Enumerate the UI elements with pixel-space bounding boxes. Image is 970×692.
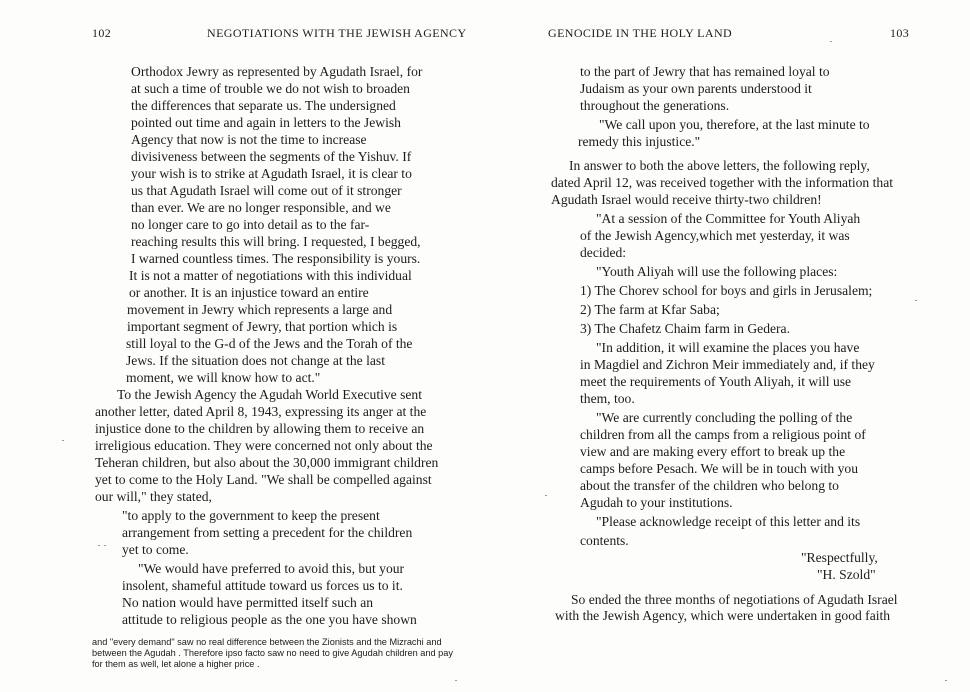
text-line: To the Jewish Agency the Agudah World Executive sent bbox=[117, 387, 423, 402]
text-line: attitude to religious people as the one you have shown bbox=[122, 612, 417, 627]
text-line: at such a time of trouble we do not wish to broaden bbox=[131, 81, 410, 96]
text-line: view and are making every effort to break up the bbox=[580, 444, 846, 459]
text-line: dated April 12, was received together with the information that bbox=[551, 175, 894, 190]
text-line: insolent, shameful attitude toward us forces us to it. bbox=[122, 578, 403, 593]
text-line: yet to come. bbox=[122, 542, 189, 557]
footnote-line: and "every demand" saw no real difference between the Zionists and the Mizrachi and bbox=[92, 637, 442, 647]
text-line: pointed out time and again in letters to the Jewish bbox=[131, 115, 401, 130]
text-line: Agudath Israel would receive thirty-two children! bbox=[551, 192, 822, 207]
text-line: "In addition, it will examine the places you have bbox=[596, 340, 860, 355]
text-line: No nation would have permitted itself such an bbox=[122, 595, 374, 610]
text-line: "We call upon you, therefore, at the last minute to bbox=[599, 117, 870, 132]
text-line: moment, we will know how to act." bbox=[126, 370, 321, 385]
text-line: "We are currently concluding the polling of the bbox=[596, 410, 853, 425]
running-head: GENOCIDE IN THE HOLY LAND bbox=[548, 26, 733, 40]
text-line: Teheran children, but also about the 30,000 immigrant children bbox=[95, 455, 439, 470]
running-head: NEGOTIATIONS WITH THE JEWISH AGENCY bbox=[207, 26, 467, 40]
text-line: So ended the three months of negotiations of Agudath Israel bbox=[571, 592, 898, 607]
text-line: Judaism as your own parents understood it bbox=[580, 81, 812, 96]
text-line: It is not a matter of negotiations with this individual bbox=[129, 268, 412, 283]
footnote-line: between the Agudah . Therefore ipso facto saw no need to give Agudah children and pay bbox=[92, 648, 453, 658]
text-line: injustice done to the children by allowing them to receive an bbox=[95, 421, 425, 436]
text-line: 2) The farm at Kfar Saba; bbox=[580, 302, 720, 317]
text-line: irreligious education. They were concerned not only about the bbox=[95, 438, 433, 453]
text-line: movement in Jewry which represents a large and bbox=[127, 302, 393, 317]
text-line: meet the requirements of Youth Aliyah, it will use bbox=[580, 374, 852, 389]
text-line: important segment of Jewry, that portion which is bbox=[127, 319, 398, 334]
text-line: divisiveness between the segments of the Yishuv. If bbox=[131, 149, 412, 164]
text-line: still loyal to the G-d of the Jews and the Torah of the bbox=[126, 336, 413, 351]
page-number: 103 bbox=[890, 26, 910, 40]
text-line: contents. bbox=[580, 533, 629, 548]
text-line: your wish is to strike at Agudath Israel, it is clear to bbox=[131, 166, 412, 181]
text-line: with the Jewish Agency, which were undertaken in good faith bbox=[555, 608, 891, 623]
text-line: Jews. If the situation does not change at the last bbox=[126, 353, 385, 368]
text-line: remedy this injustice." bbox=[578, 134, 701, 149]
text-line: another letter, dated April 8, 1943, expressing its anger at the bbox=[95, 404, 427, 419]
text-line: "Please acknowledge receipt of this letter and its bbox=[596, 514, 861, 529]
text-line: in Magdiel and Zichron Meir immediately and, if they bbox=[580, 357, 875, 372]
text-line: or another. It is an injustice toward an entire bbox=[129, 285, 369, 300]
text-line: camps before Pesach. We will be in touch with you bbox=[580, 461, 859, 476]
page-number: 102 bbox=[92, 26, 112, 40]
text-line: 3) The Chafetz Chaim farm in Gedera. bbox=[580, 321, 790, 336]
text-line: Agency that now is not the time to increase bbox=[131, 132, 367, 147]
text-line: us that Agudath Israel will come out of it stronger bbox=[131, 183, 402, 198]
text-line: "We would have preferred to avoid this, but your bbox=[138, 561, 405, 576]
text-line: our will," they stated, bbox=[95, 489, 212, 504]
text-line: arrangement from setting a precedent for the children bbox=[122, 525, 413, 540]
right-page bbox=[485, 0, 970, 692]
text-line: than ever. We are no longer responsible, and we bbox=[131, 200, 391, 215]
text-line: "At a session of the Committee for Youth Aliyah bbox=[596, 211, 861, 226]
text-line: throughout the generations. bbox=[580, 98, 730, 113]
text-line: Agudah to your institutions. bbox=[580, 495, 733, 510]
text-line: 1) The Chorev school for boys and girls in Jerusalem; bbox=[580, 283, 873, 298]
text-line: them, too. bbox=[580, 391, 635, 406]
text-line: yet to come to the Holy Land. "We shall be compelled against bbox=[95, 472, 432, 487]
text-line: of the Jewish Agency,which met yesterday, it was bbox=[580, 228, 850, 243]
text-line: Orthodox Jewry as represented by Agudath Israel, for bbox=[131, 64, 423, 79]
footnote-line: for them as well, let alone a higher price . bbox=[92, 659, 260, 669]
text-line: to the part of Jewry that has remained loyal to bbox=[580, 64, 830, 79]
text-line: "Respectfully, bbox=[801, 550, 878, 565]
text-line: children from all the camps from a religious point of bbox=[580, 427, 866, 442]
text-line: "Youth Aliyah will use the following places: bbox=[596, 264, 838, 279]
text-line: no longer care to go into detail as to the far- bbox=[131, 217, 370, 232]
text-line: In answer to both the above letters, the following reply, bbox=[569, 158, 870, 173]
text-line: the differences that separate us. The undersigned bbox=[131, 98, 396, 113]
text-line: "to apply to the government to keep the present bbox=[122, 508, 380, 523]
text-line: about the transfer of the children who belong to bbox=[580, 478, 839, 493]
text-line: decided: bbox=[580, 245, 627, 260]
text-line: I warned countless times. The responsibility is yours. bbox=[131, 251, 421, 266]
text-line: "H. Szold" bbox=[817, 567, 876, 582]
text-line: reaching results this will bring. I requested, I begged, bbox=[131, 234, 421, 249]
